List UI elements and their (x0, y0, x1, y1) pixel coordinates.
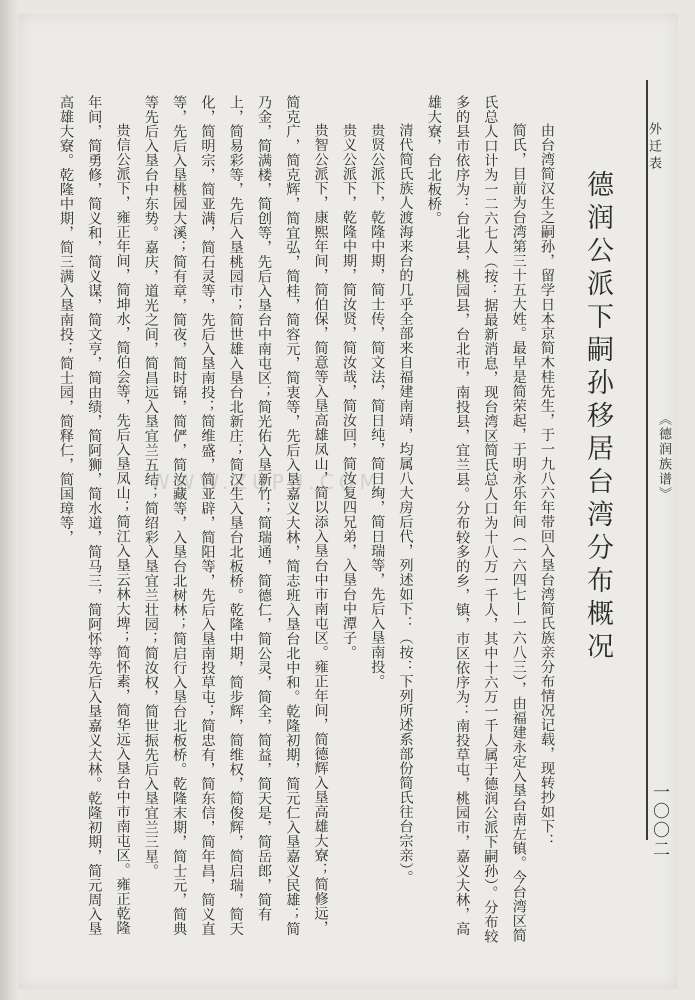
watermark: WWW.ZUPU.COM (150, 470, 382, 494)
paragraph-guizhi: 贵智公派下，康熙年间，简伯保，简意等入垦高雄凤山，简以添入垦台中市南屯区。雍正年间，简德辉入垦高雄大寮；简修远，简克广，简克辉，简宜弘，简桂，简容元，简衷等，先后入垦嘉义大林，简志班入垦台北中和。乾隆初期，简元仁入垦嘉义民雄；简乃金，简满楼，简创等，先后入垦台中南屯区；简光佑入垦新竹；简瑞通，简德仁，简公灵，简全，简益，简天是，简岳郎，简有上，简易彩等，先后入垦桃园市；简世雄入垦台北新庄；简汉生入垦台北板桥。乾隆中期，简步辉，简维权，简俊辉，简启瑞，简天化，简明宗，简亚满，简石灵等，先后入垦南投；简维盛，简亚辟，简阳等，先后入垦南投草屯；简忠有，简东信，简年昌，简义直等，先后入垦桃园大溪；简有章，简夜，简时锦，简俨，简汝藏等，入垦台北树林；简启行入垦台北板桥。乾隆末期，简士元，简典等先后入垦台中东势。嘉庆，道光之间，简昌远入垦宜兰五结；简绍彩入垦宜兰壮园；简汝权，简世振先后入垦宜兰三星。 (142, 95, 329, 936)
paragraph-guiyi: 贵义公派下，乾隆中期，简汝贤，简汝哉，简汝回，简汝复四兄弟，入垦台中潭子。 (340, 123, 357, 660)
paragraph-overview: 简氏，目前为台湾第三十五大姓。最早是简荣起，于明永乐年间（一六四七—一六八三），由福建永定入垦台南左镇。今台湾区简氏总人口计为一二六七人（按：据最新消息，现台湾区简氏总人口为十八万一千人，其中十六万一千人属于德润公派下嗣孙）。分布较多的县市依序为：台北县，桃园县，台北市，南投县，宜兰县。分布较多的乡，镇，市区依序为：南投草屯，桃园市，嘉义大林，高雄大寮，台北板桥。 (425, 95, 527, 944)
section-label: 外迁表 (646, 122, 661, 173)
paragraph-guixin: 贵信公派下，雍正年间，简坤水，简伯会等，先后入垦凤山；简江入垦云林大埤；简怀素，简华远入垦台中市南屯区。雍正乾隆年间，简勇修，简义和，简义谋，简文亨，简由绩，简阿狮，简水道，简马三，简阿怀等先后入垦嘉义大林。乾隆初期，简元周入垦高雄大寮。乾隆中期，简三满入垦南投；简士园，简释仁，简国璋等， (57, 95, 131, 936)
page-number: 一〇〇二 (649, 783, 669, 859)
paragraph-qing-dynasty: 清代简氏族人渡海来台的几乎全部来自福建南靖，均属八大房后代，列述如下：（按：下列所述系部份简氏往台宗亲）。 (397, 123, 414, 885)
paragraph-guixian: 贵贤公派下，乾隆中期，简士传，简文法，简日纯，简日绚，简日瑞等，先后入垦南投。 (369, 123, 386, 689)
paragraph-intro: 由台湾简汉生之嗣孙，留学日本京简木桂先生，于一九八六年带回入垦台湾简氏族亲分布情况记载，现转抄如下： (539, 123, 555, 849)
main-text-column (57, 95, 623, 945)
spine-shadow (0, 0, 18, 1000)
book-title-label: 《德润族谱》 (656, 412, 671, 502)
margin-rule (646, 80, 648, 840)
page-title: 德润公派下嗣孙移居台湾分布概况 (582, 170, 613, 665)
